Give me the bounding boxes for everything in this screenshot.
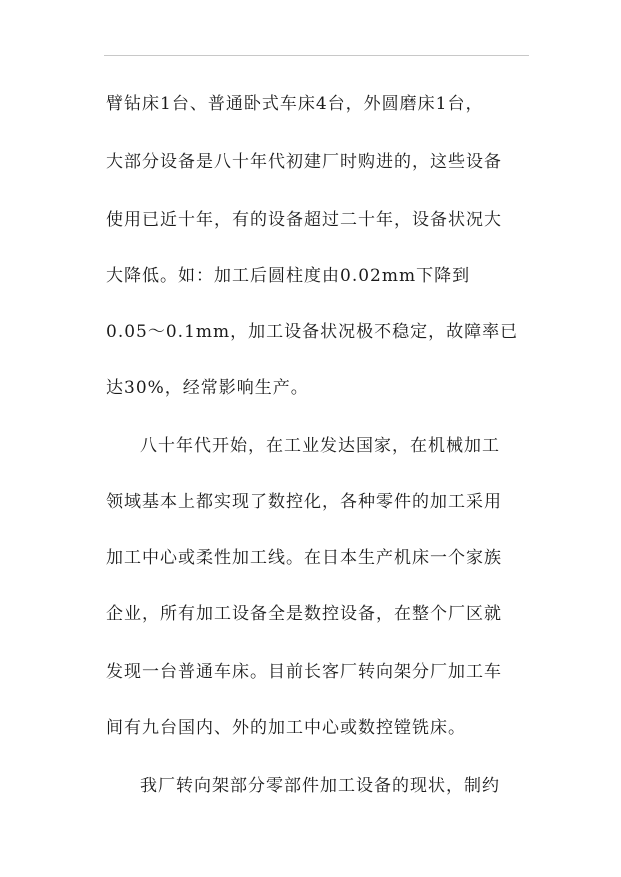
- text-line: 大降低。如：加工后圆柱度由0.02mm下降到: [106, 266, 471, 286]
- text-line: 大部分设备是八十年代初建厂时购进的，这些设备: [106, 152, 502, 172]
- text-line: 间有九台国内、外的加工中心或数控镗铣床。: [106, 718, 466, 738]
- text-line: 发现一台普通车床。目前长客厂转向架分厂加工车: [106, 662, 502, 682]
- text-line: 0.05～0.1mm，加工设备状况极不稳定，故障率已: [106, 322, 519, 342]
- paragraph-first-line: 我厂转向架部分零部件加工设备的现状，制约: [140, 776, 500, 796]
- text-line: 臂钻床1台、普通卧式车床4台，外圆磨床1台，: [106, 94, 484, 114]
- text-line: 达30%，经常影响生产。: [106, 378, 309, 398]
- text-line: 加工中心或柔性加工线。在日本生产机床一个家族: [106, 548, 502, 568]
- text-line: 领域基本上都实现了数控化，各种零件的加工采用: [106, 492, 502, 512]
- header-rule: [104, 55, 529, 56]
- paragraph-first-line: 八十年代开始，在工业发达国家，在机械加工: [140, 436, 500, 456]
- text-line: 使用已近十年，有的设备超过二十年，设备状况大: [106, 210, 502, 230]
- text-line: 企业，所有加工设备全是数控设备，在整个厂区就: [106, 604, 502, 624]
